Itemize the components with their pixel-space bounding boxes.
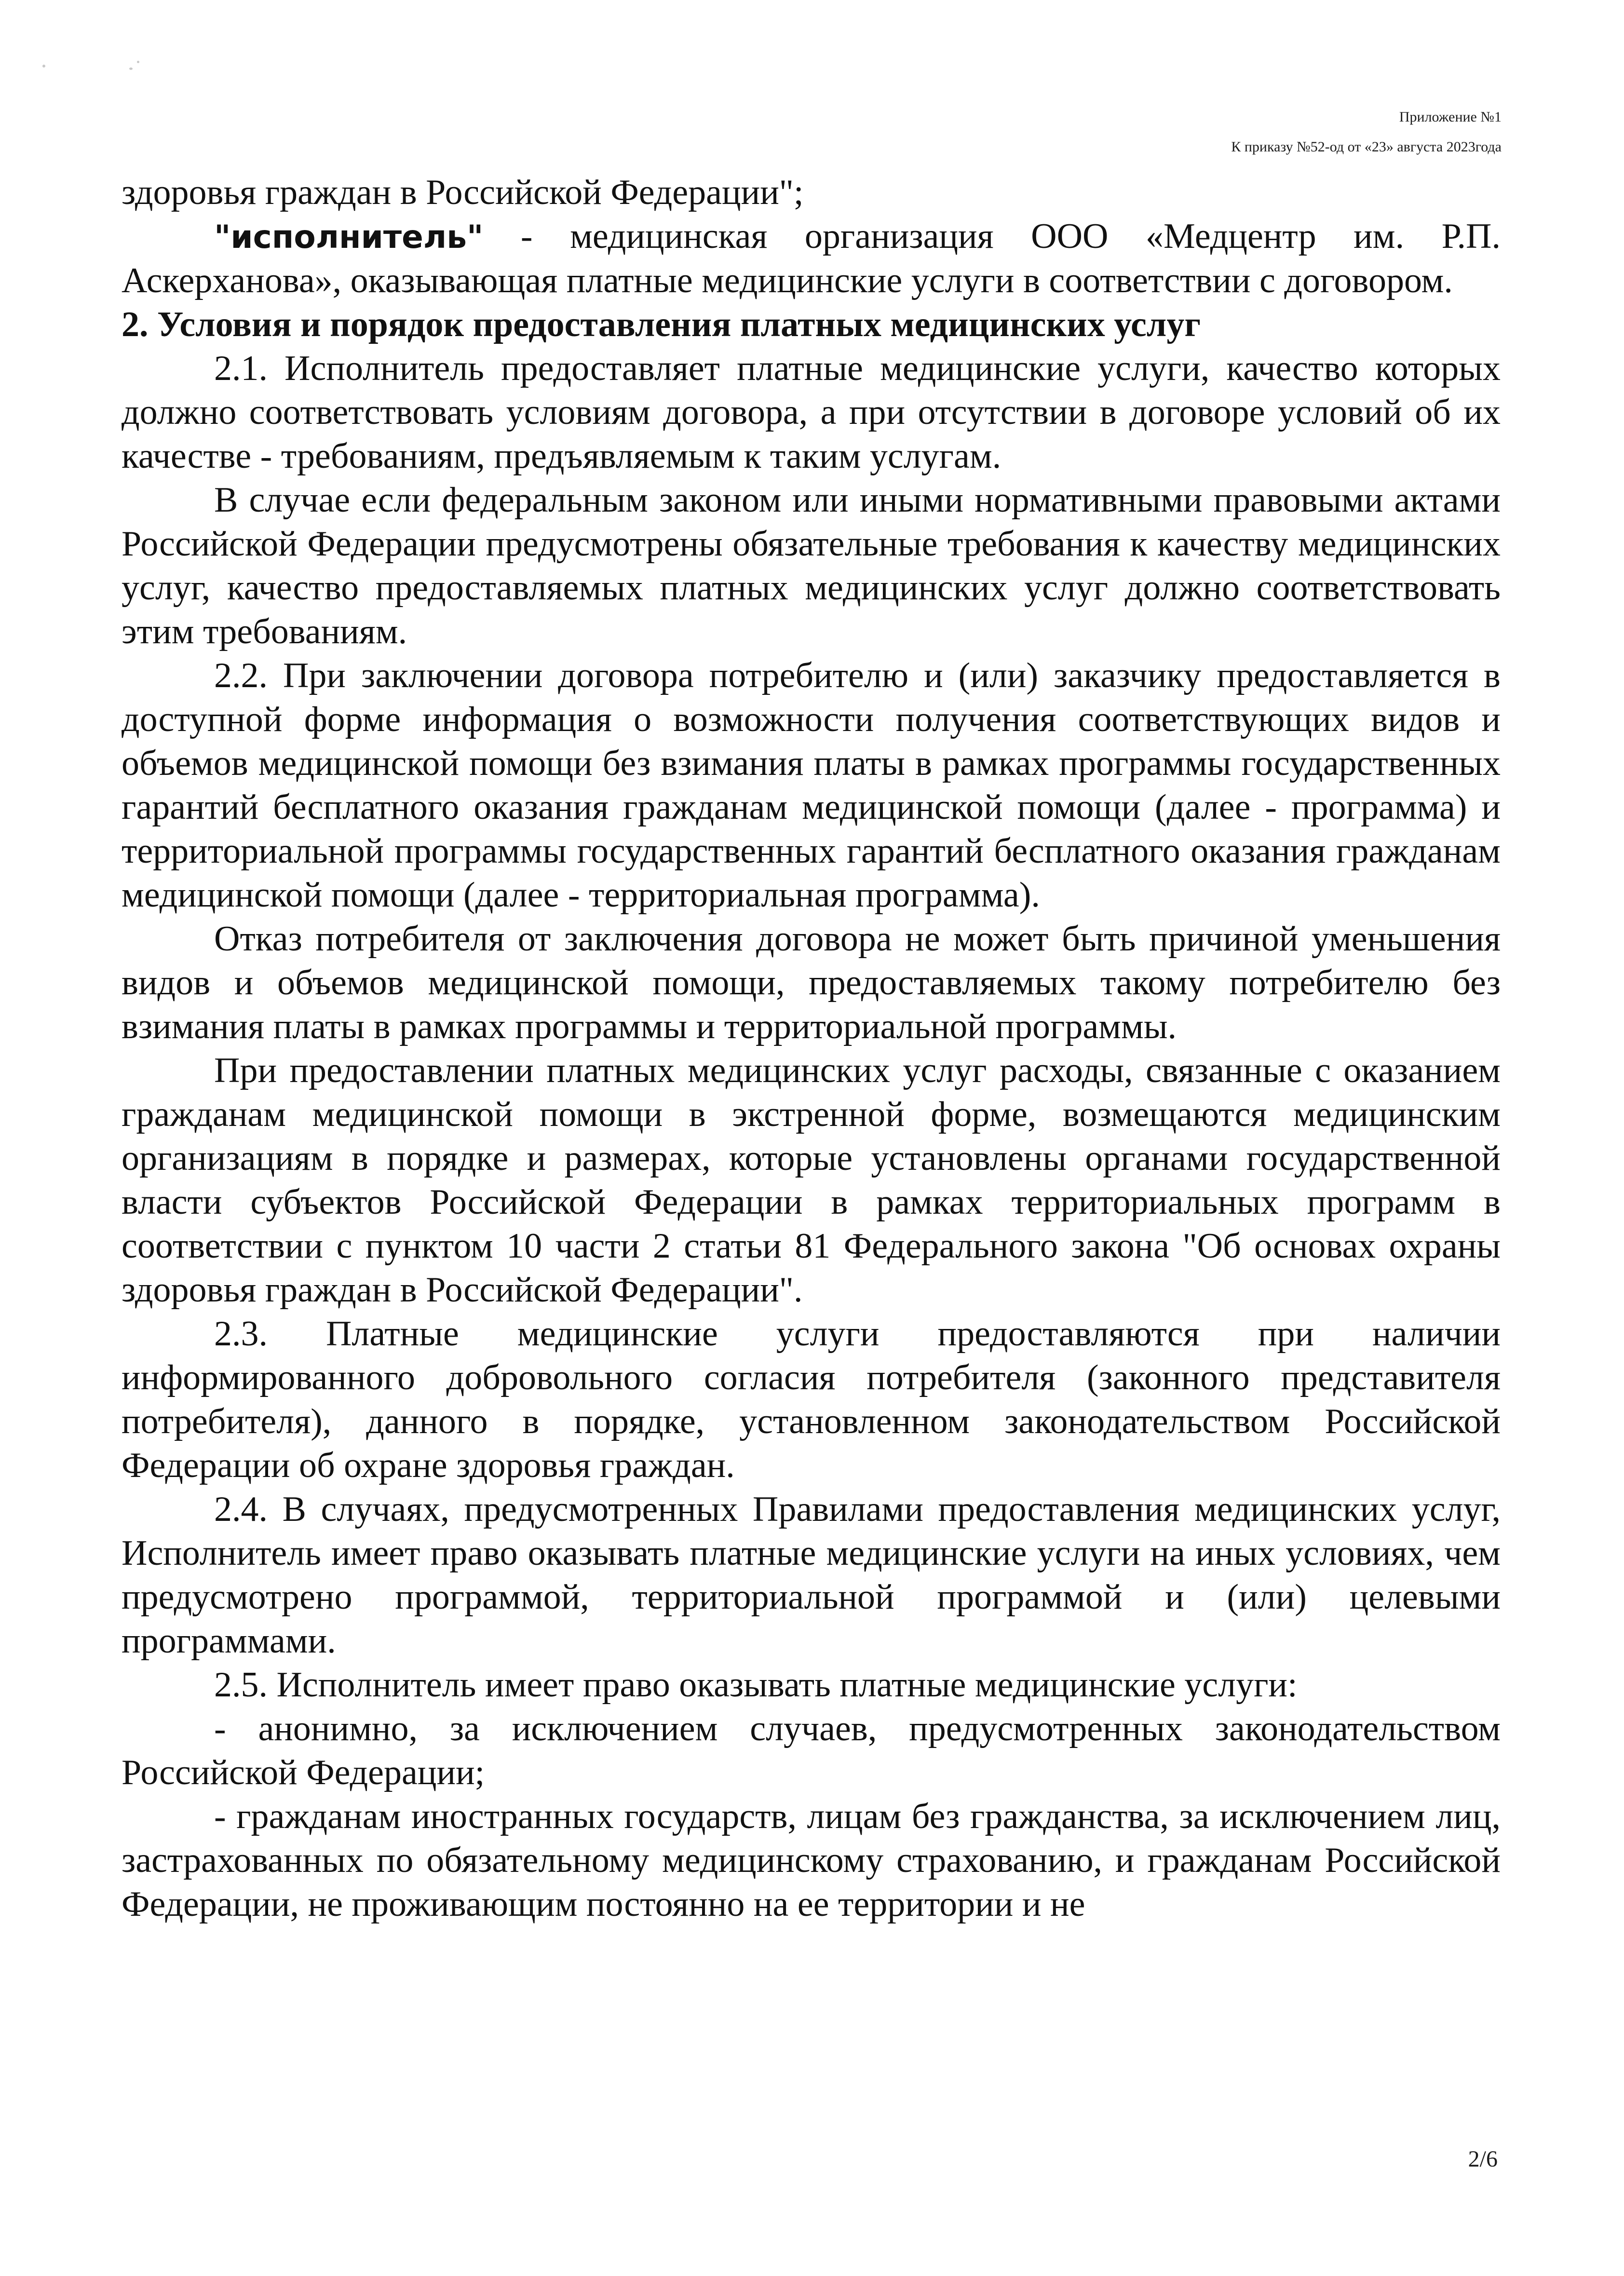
paragraph-2-2: 2.2. При заключении договора потребителю и (или) заказчику предоставляется в доступной форме информация о возможности получения соответствующих видов и объемов медицинской помощи без взимания платы в рамках программы государственных гарантий бесплатного оказания гражданам медицинской помощи (далее - программа) и территориальной программы государственных гарантий бесплатного оказания гражданам медицинской помощи (далее - территориальная программа). bbox=[122, 656, 1501, 915]
page-number: 2/6 bbox=[1468, 2146, 1498, 2172]
definition-executor bbox=[122, 215, 1501, 303]
scan-speck bbox=[137, 61, 139, 63]
appendix-label: Приложение №1 bbox=[1399, 109, 1502, 125]
scan-speck bbox=[42, 65, 45, 68]
paragraph-emergency-expenses: При предоставлении платных медицинских услуг расходы, связанные с оказанием гражданам медицинской помощи в экстренной форме, возмещаются медицинским организациям в порядке и размерах, которые установлены органами государственной власти субъектов Российской Федерации в рамках территориальных программ в соответствии с пунктом 10 части 2 статьи 81 Федерального закона "Об основах охраны здоровья граждан в Российской Федерации". bbox=[122, 1051, 1501, 1310]
order-reference: К приказу №52-од от «23» августа 2023года bbox=[1231, 139, 1502, 155]
paragraph-2-4: 2.4. В случаях, предусмотренных Правилами предоставления медицинских услуг, Исполнитель имеет право оказывать платные медицинские услуги на иных условиях, чем предусмотрено программой, территориальной программой и (или) целевыми программами. bbox=[122, 1490, 1501, 1661]
section-heading: 2. Условия и порядок предоставления платных медицинских услуг bbox=[122, 305, 1201, 344]
paragraph-2-1: 2.1. Исполнитель предоставляет платные медицинские услуги, качество которых должно соответствовать условиям договора, а при отсутствии в договоре условий об их качестве - требованиям, предъявляемым к таким услугам. bbox=[122, 349, 1501, 476]
appendix-header bbox=[1231, 102, 1502, 162]
document-body bbox=[122, 171, 1501, 1926]
paragraph-2-5: 2.5. Исполнитель имеет право оказывать платные медицинские услуги: bbox=[214, 1665, 1298, 1705]
list-item-anonymous: - анонимно, за исключением случаев, предусмотренных законодательством Российской Федерации; bbox=[122, 1709, 1501, 1792]
term-definition: - медицинская организация ООО «Медцентр им. Р.П. Аскерханова», оказывающая платные медицинские услуги в соответствии с договором. bbox=[122, 217, 1501, 300]
paragraph-refusal: Отказ потребителя от заключения договора не может быть причиной уменьшения видов и объемов медицинской помощи, предоставляемых такому потребителю без взимания платы в рамках программы и территориальной программы. bbox=[122, 919, 1501, 1046]
continued-line: здоровья граждан в Российской Федерации"; bbox=[122, 173, 804, 212]
defined-term: "исполнитель" bbox=[214, 218, 484, 256]
paragraph-2-3: 2.3. Платные медицинские услуги предоставляются при наличии информированного добровольного согласия потребителя (законного представителя потребителя), данного в порядке, установленном законодательством Российской Федерации об охране здоровья граждан. bbox=[122, 1314, 1501, 1485]
list-item-foreign-citizens: - гражданам иностранных государств, лицам без гражданства, за исключением лиц, застрахованных по обязательному медицинскому страхованию, и гражданам Российской Федерации, не проживающим постоянно на ее территории и не bbox=[122, 1797, 1501, 1924]
paragraph-quality-requirements: В случае если федеральным законом или иными нормативными правовыми актами Российской Федерации предусмотрены обязательные требования к качеству медицинских услуг, качество предоставляемых платных медицинских услуг должно соответствовать этим требованиям. bbox=[122, 480, 1501, 651]
scan-speck bbox=[129, 68, 133, 70]
